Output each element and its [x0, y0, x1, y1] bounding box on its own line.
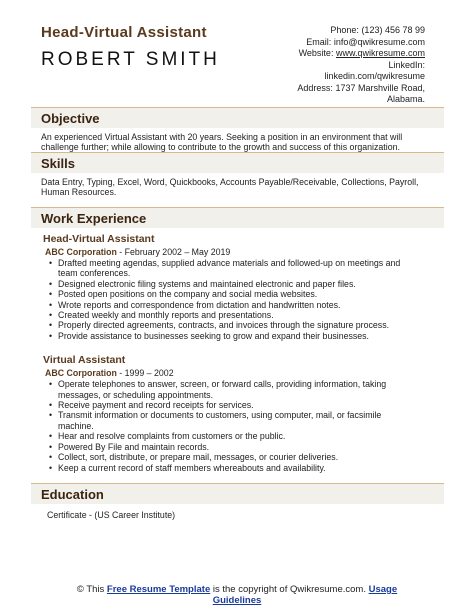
contact-block	[255, 25, 425, 106]
job-bullets-2	[31, 379, 444, 473]
education-heading: Education	[31, 483, 444, 504]
phone-value: (123) 456 78 99	[361, 25, 425, 35]
bullet-item: • Provide assistance to businesses seeking to grow and expand their businesses.	[49, 331, 444, 341]
work-section	[31, 207, 444, 473]
bullet-item: • Created weekly and monthly reports and presentations.	[49, 310, 444, 320]
bullet-item: • Transmit information or documents to customers, using computer, mail, or facsimile machine.	[49, 410, 444, 431]
skills-section	[31, 152, 444, 198]
job-bullets-1	[31, 258, 444, 341]
address-label: Address:	[297, 82, 333, 93]
usage-guidelines-link[interactable]: Usage	[368, 584, 398, 595]
work-heading: Work Experience	[31, 207, 444, 228]
company-name: ABC Corporation	[45, 368, 117, 379]
education-text: Certificate - (US Career Institute)	[47, 510, 176, 520]
linkedin-label: LinkedIn:	[388, 59, 425, 70]
footer-copyright	[0, 584, 474, 606]
job-title-2: Virtual Assistant	[43, 354, 126, 367]
job-dates: - 1999 – 2002	[116, 368, 174, 379]
job-title: Head-Virtual Assistant	[41, 24, 207, 41]
bullet-item: • Designed electronic filing systems and maintained electronic and paper files.	[49, 279, 444, 289]
job-company-2	[31, 368, 444, 378]
bullet-item: • Posted open positions on the company and social media websites.	[49, 289, 444, 299]
bullet-item: • Keep a current record of staff members whereabouts and availability.	[49, 463, 444, 473]
job-title-1: Head-Virtual Assistant	[43, 233, 155, 245]
contact-website	[255, 48, 425, 60]
address-value: 1737 Marshville Road,	[335, 82, 425, 93]
bullet-item: • Properly directed agreements, contracts, and invoices through the signature process.	[49, 320, 444, 330]
linkedin-value: linkedin.com/qwikresume	[324, 71, 425, 81]
phone-label: Phone:	[330, 25, 359, 35]
skills-text: Data Entry, Typing, Excel, Word, Quickbooks, Accounts Payable/Receivable, Collections, Payroll, Human Resources.	[41, 177, 419, 198]
bullet-item: • Receive payment and record receipts for services.	[49, 400, 444, 410]
bullet-item: • Hear and resolve complaints from customers or the public.	[49, 431, 444, 441]
footer-prefix: © This	[76, 584, 107, 595]
free-resume-template-link[interactable]: Free Resume Template	[106, 584, 211, 595]
job-entry	[31, 233, 444, 341]
objective-heading: Objective	[31, 107, 444, 128]
resume-header	[0, 0, 474, 104]
website-label: Website:	[298, 48, 334, 58]
job-company-1	[31, 247, 444, 257]
address-line2: Alabama.	[386, 94, 425, 104]
candidate-name: ROBERT SMITH	[41, 49, 220, 70]
bullet-item: • Operate telephones to answer, screen, or forward calls, providing information, taking messages, or scheduling appointments.	[49, 379, 444, 400]
job-dates: - February 2002 – May 2019	[116, 247, 231, 257]
objective-section	[31, 107, 444, 153]
contact-email	[255, 37, 425, 49]
objective-text: An experienced Virtual Assistant with 20 years. Seeking a position in an environment that will challenge further; while allowing to contribute to the growth and success of this organization.	[41, 132, 403, 153]
email-value: info@qwikresume.com	[333, 36, 425, 47]
footer-middle: is the copyright of Qwikresume.com.	[210, 584, 369, 595]
contact-address	[255, 83, 425, 95]
website-link[interactable]: www.qwikresume.com	[335, 48, 425, 58]
skills-heading: Skills	[31, 152, 444, 173]
email-label: Email:	[306, 36, 332, 47]
bullet-item: • Drafted meeting agendas, supplied advance materials and followed-up on meetings and team conferences.	[49, 258, 444, 279]
company-name: ABC Corporation	[45, 247, 117, 257]
job-entry	[31, 354, 444, 473]
education-section	[31, 483, 444, 520]
bullet-item: • Wrote reports and correspondence from dictation and handwritten notes.	[49, 300, 444, 310]
bullet-item: • Collect, sort, distribute, or prepare mail, messages, or courier deliveries.	[49, 452, 444, 462]
usage-guidelines-link-line2[interactable]: Guidelines	[212, 595, 262, 606]
contact-phone	[255, 25, 425, 37]
bullet-item: • Powered By File and maintain records.	[49, 442, 444, 452]
